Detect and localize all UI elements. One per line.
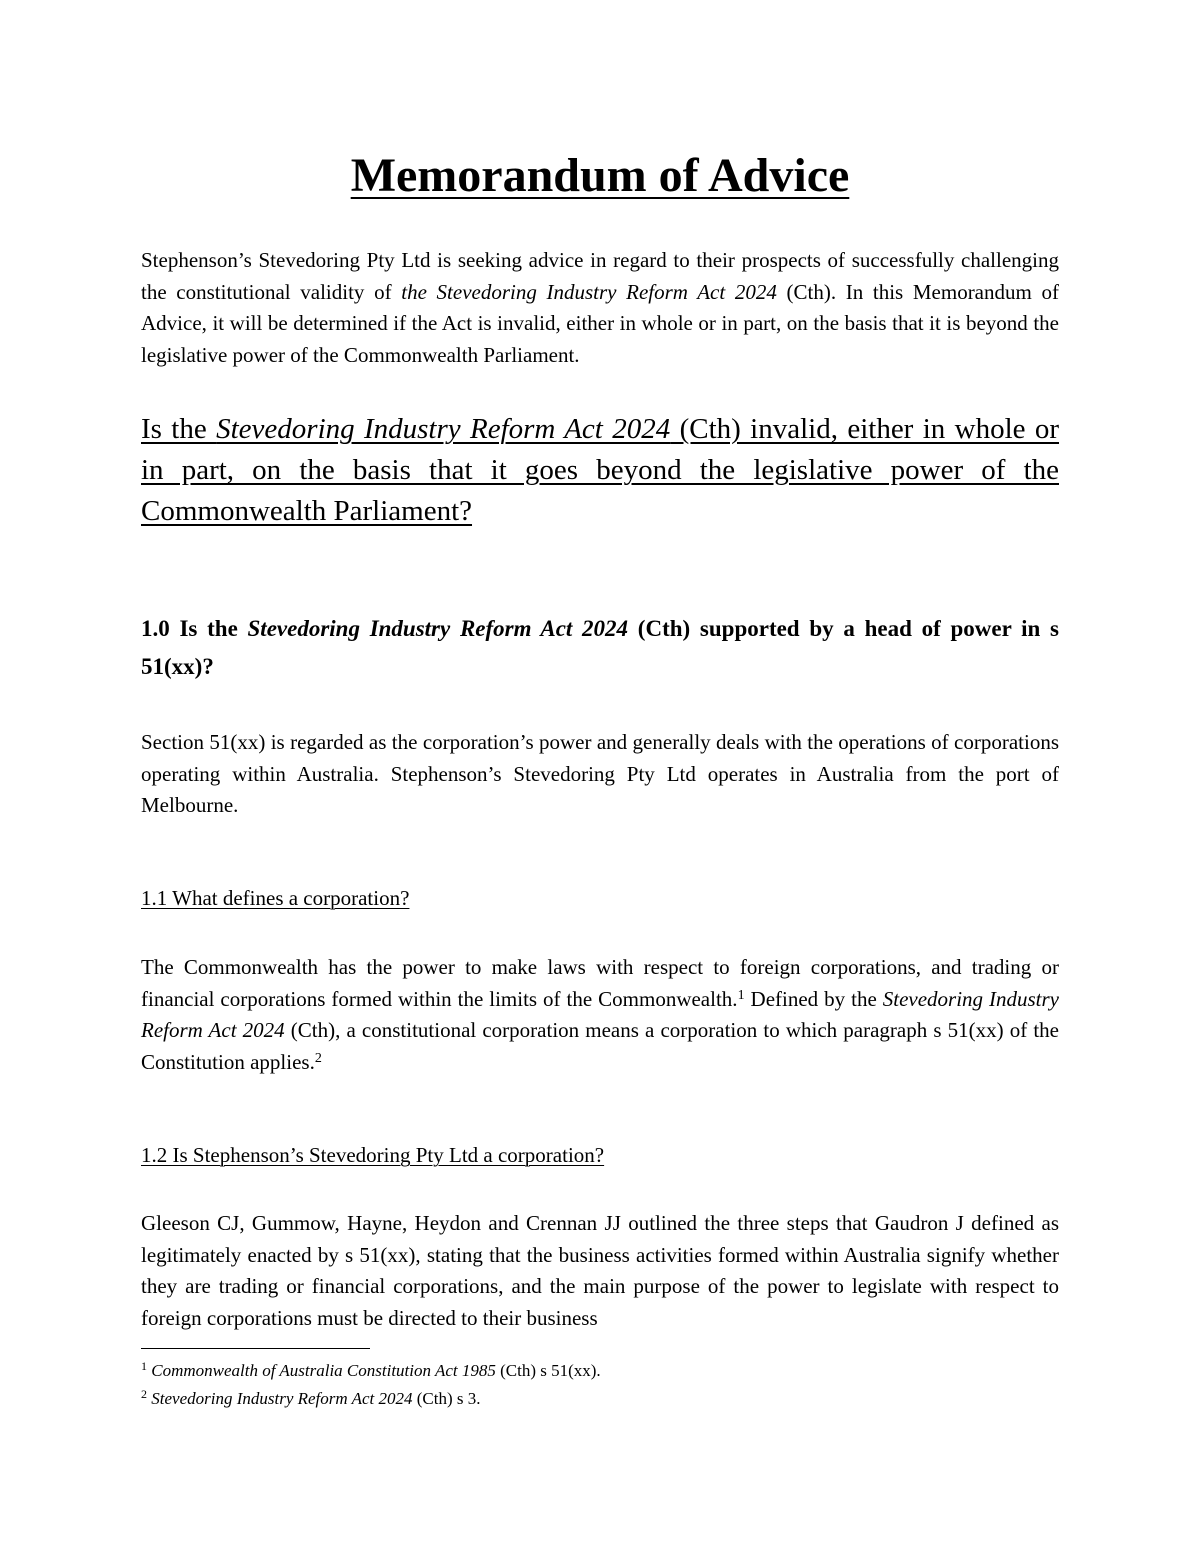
section-1-1-text2: Defined by the [744, 986, 883, 1011]
section-1-0-post: (Cth) supported by a head of power in s 51(xx)? [141, 616, 1060, 679]
section-1-1-text3: (Cth), a constitutional corporation means a corporation to which paragraph s 51(xx) of the Constitution applies. [141, 1018, 1059, 1074]
footnote-separator [141, 1348, 370, 1349]
question-act-name: Stevedoring Industry Reform Act 2024 [216, 413, 671, 445]
section-1-0-pre: 1.0 Is the [141, 616, 248, 641]
footnote-2-text: (Cth) s 3. [412, 1389, 481, 1408]
footnote-2 [141, 1386, 1059, 1411]
section-1-2-text: Gleeson CJ, Gummow, Hayne, Heydon and Crennan JJ outlined the three steps that Gaudron J defined as legitimately enacted by s 51(xx), stating that the business activities formed within Australia signify whether they are trading or financial corporations, and the main purpose of the power to legislate with respect to foreign corporations must be directed to their business [141, 1211, 1059, 1330]
section-1-1-text1: The Commonwealth has the power to make laws with respect to foreign corporations, and trading or financial corporations formed within the limits of the Commonwealth. [141, 955, 1059, 1011]
intro-text-part2: (Cth). In this Memorandum of Advice, it will be determined if the Act is invalid, either in whole or in part, on the basis that it is beyond the legislative power of the Commonwealth Parliament. [141, 279, 1059, 367]
section-1-0-paragraph: Section 51(xx) is regarded as the corporation’s power and generally deals with the operations of corporations operating within Australia. Stephenson’s Stevedoring Pty Ltd operates in Australia from the port of Melbourne. [141, 730, 1059, 817]
page-title: Memorandum of Advice [350, 149, 850, 202]
footnote-1 [141, 1358, 1059, 1383]
intro-text-part1: Stephenson’s Stevedoring Pty Ltd is seeking advice in regard to their prospects of successfully challenging the constitutional validity of [141, 248, 1059, 304]
section-1-2-heading-text: 1.2 Is Stephenson’s Stevedoring Pty Ltd a corporation? [141, 1143, 605, 1167]
main-question [141, 409, 1059, 532]
footnote-2-act-name: Stevedoring Industry Reform Act 2024 [151, 1389, 413, 1408]
section-1-1-heading [141, 883, 1059, 913]
question-post: (Cth) invalid, either in whole or in part, on the basis that it goes beyond the legislative power of the Commonwealth Parliament? [141, 413, 1060, 527]
footnote-ref-2[interactable]: 2 [314, 1050, 322, 1066]
footnote-1-text: (Cth) s 51(xx). [495, 1361, 601, 1380]
section-1-1-paragraph [141, 952, 1059, 1078]
intro-paragraph [141, 245, 1059, 371]
footnote-1-act-name: Commonwealth of Australia Constitution Act 1985 [151, 1361, 496, 1380]
footnote-1-number: 1 [141, 1359, 147, 1373]
section-1-1-act-name: Stevedoring Industry Reform Act 2024 [141, 986, 1060, 1042]
section-1-0-act-name: Stevedoring Industry Reform Act 2024 [247, 616, 629, 641]
section-1-1-heading-text: 1.1 What defines a corporation? [141, 886, 410, 910]
intro-act-name: the Stevedoring Industry Reform Act 2024 [401, 279, 777, 304]
footnote-2-number: 2 [141, 1387, 147, 1401]
section-1-2-paragraph [141, 1208, 1059, 1334]
section-1-0-heading [141, 610, 1059, 686]
footnote-ref-1[interactable]: 1 [737, 987, 745, 1003]
question-pre: Is the [141, 413, 217, 445]
section-1-2-heading [141, 1140, 1059, 1170]
